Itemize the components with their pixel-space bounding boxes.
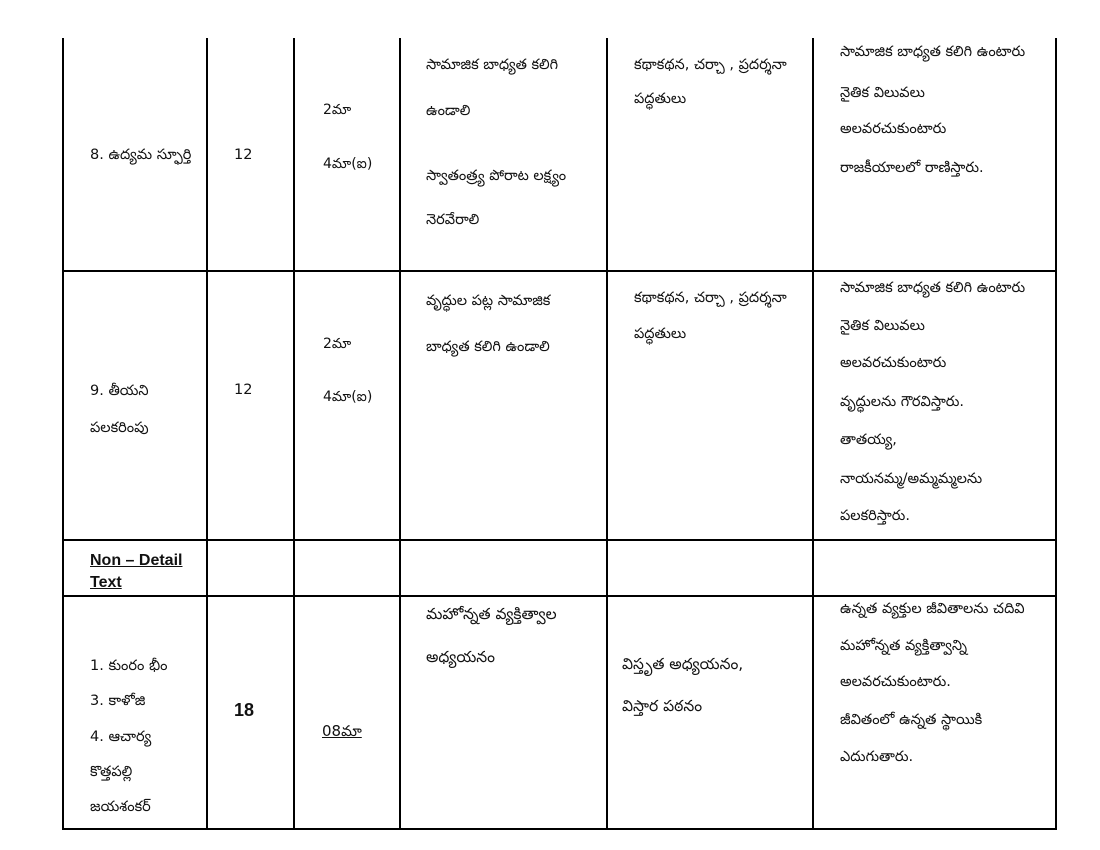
lesson-name: 4. ఆచార్య	[90, 729, 152, 745]
objective-line: బాధ్యత కలిగి ఉండాలి	[426, 339, 550, 355]
method-line: విస్తృత అధ్యయనం,	[622, 655, 744, 673]
method-line: కథాకథన, చర్చా , ప్రదర్శనా	[634, 57, 787, 73]
column-divider	[206, 38, 208, 830]
row-divider	[62, 539, 1057, 541]
competency-code: 2మా	[323, 336, 352, 352]
outcome-line: వృద్ధులను గౌరవిస్తారు.	[840, 394, 964, 410]
outcome-line: నైతిక విలువలు	[840, 318, 925, 334]
periods-count: 12	[234, 382, 253, 398]
outcome-line: పలకరిస్తారు.	[840, 508, 910, 524]
objective-line: ఉండాలి	[426, 103, 471, 119]
periods-count: 12	[234, 147, 253, 163]
column-divider	[812, 38, 814, 830]
section-heading: Text	[90, 574, 122, 591]
lesson-name: 9. తీయని	[90, 383, 149, 399]
competency-code: 4మా(ఐ)	[323, 389, 373, 405]
column-divider	[293, 38, 295, 830]
outcome-line: రాజకీయాలలో రాణిస్తారు.	[840, 160, 984, 176]
outcome-line: అలవరచుకుంటారు	[840, 121, 947, 137]
competency-code: 2మా	[323, 102, 352, 118]
outcome-line: నాయనమ్మ/అమ్మమ్మలను	[840, 471, 983, 487]
periods-count: 18	[234, 700, 255, 720]
table-border-left	[62, 38, 64, 830]
method-line: పద్ధతులు	[634, 326, 687, 342]
row-divider	[62, 270, 1057, 272]
outcome-line: తాతయ్య,	[840, 432, 897, 448]
outcome-line: ఉన్నత వ్యక్తుల జీవితాలను చదివి	[840, 601, 1025, 617]
objective-line: వృద్ధుల పట్ల సామాజిక	[426, 293, 551, 309]
objective-line: సామాజిక బాధ్యత కలిగి	[426, 57, 559, 73]
outcome-line: నైతిక విలువలు	[840, 85, 925, 101]
lesson-name: 1. కుంరం భీం	[90, 658, 168, 674]
outcome-line: జీవితంలో ఉన్నత స్థాయికి	[840, 712, 983, 728]
objective-line: స్వాతంత్ర్య పోరాట లక్ష్యం	[426, 168, 567, 184]
competency-code: 08మా	[322, 722, 362, 740]
method-line: కథాకథన, చర్చా , ప్రదర్శనా	[634, 290, 787, 306]
outcome-line: సామాజిక బాధ్యత కలిగి ఉంటారు	[840, 280, 1026, 296]
outcome-line: అలవరచుకుంటారు	[840, 355, 947, 371]
column-divider	[606, 38, 608, 830]
outcome-line: అలవరచుకుంటారు.	[840, 674, 951, 690]
outcome-line: మహోన్నత వ్యక్తిత్వాన్ని	[840, 638, 967, 654]
method-line: పద్ధతులు	[634, 91, 687, 107]
objective-line: అధ్యయనం	[426, 648, 496, 666]
row-divider	[62, 595, 1057, 597]
table-border-right	[1055, 38, 1057, 830]
column-divider	[399, 38, 401, 830]
objective-line: మహోన్నత వ్యక్తిత్వాల	[426, 605, 557, 623]
method-line: విస్తార పఠనం	[622, 697, 703, 715]
outcome-line: సామాజిక బాధ్యత కలిగి ఉంటారు	[840, 44, 1026, 60]
section-heading: Non – Detail	[90, 552, 183, 569]
lesson-name: 3. కాళోజి	[90, 693, 146, 709]
objective-line: నెరవేరాలి	[426, 212, 480, 228]
lesson-name: కొత్తపల్లి	[90, 764, 133, 780]
competency-code: 4మా(ఐ)	[323, 156, 373, 172]
outcome-line: ఎదుగుతారు.	[840, 749, 914, 765]
lesson-name: పలకరింపు	[90, 420, 149, 436]
lesson-name: జయశంకర్	[90, 799, 151, 815]
table-border-bottom	[62, 828, 1057, 830]
lesson-name: 8. ఉద్యమ స్ఫూర్తి	[90, 147, 192, 163]
